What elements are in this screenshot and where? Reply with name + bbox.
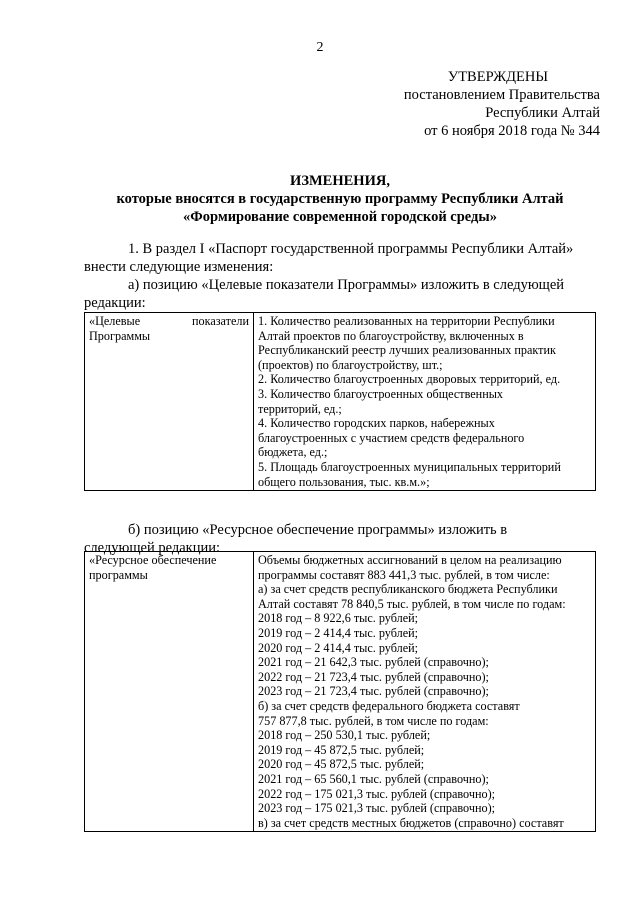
table1-line: Алтай проектов по благоустройству, включенных в — [258, 328, 524, 343]
table1-line: благоустроенных с участием средств федерального — [258, 430, 525, 445]
title-line-3: «Формирование современной городской среды» — [183, 209, 497, 225]
approval-line-1: УТВЕРЖДЕНЫ — [447, 69, 548, 85]
title-line-1: ИЗМЕНЕНИЯ, — [290, 173, 390, 189]
approval-line-3: Республики Алтай — [485, 105, 600, 121]
intro-line-2: внести следующие изменения: — [84, 259, 274, 275]
table2-line: Алтай составят 78 840,5 тыс. рублей, в том числе по годам: — [258, 596, 566, 611]
approval-stamp — [330, 68, 600, 140]
table1-line: 3. Количество благоустроенных общественных — [258, 386, 503, 401]
table2-line: 2023 год – 21 723,4 тыс. рублей (справочно); — [258, 684, 489, 699]
table1-label-word-1: «Целевые — [89, 314, 141, 328]
table2-line: а) за счет средств республиканского бюджета Республики — [258, 582, 558, 597]
table1-line: 5. Площадь благоустроенных муниципальных территорий — [258, 459, 561, 474]
table2-line: 2020 год – 2 414,4 тыс. рублей; — [258, 640, 419, 655]
table2-line: 2022 год – 175 021,3 тыс. рублей (справочно); — [258, 786, 496, 801]
table1-line: 1. Количество реализованных на территории Республики — [258, 314, 555, 328]
table2-content-cell — [254, 552, 596, 832]
table2-line: в) за счет средств местных бюджетов (справочно) составят — [258, 815, 564, 830]
table2-line: 2023 год – 175 021,3 тыс. рублей (справочно); — [258, 801, 496, 816]
table2-line: 2018 год – 8 922,6 тыс. рублей; — [258, 611, 419, 626]
table1-content-cell — [254, 313, 596, 491]
item-b-line-1: б) позицию «Ресурсное обеспечение программы» изложить в — [128, 522, 508, 538]
item-a-line-1: а) позицию «Целевые показатели Программы» изложить в следующей — [128, 277, 565, 293]
table2-line: 2019 год – 45 872,5 тыс. рублей; — [258, 742, 425, 757]
item-b-line-2: следующей редакции: — [84, 540, 221, 556]
table2-line: Объемы бюджетных ассигнований в целом на реализацию — [258, 553, 562, 567]
table1-line: Республиканский реестр лучших реализованных практик — [258, 343, 556, 358]
item-a-line-2: редакции: — [84, 295, 146, 311]
title-line-2: которые вносятся в государственную программу Республики Алтай — [116, 191, 564, 207]
intro-paragraph — [84, 240, 596, 276]
table1-line: 2. Количество благоустроенных дворовых территорий, ед. — [258, 372, 561, 387]
table2-label-line-2: программы — [89, 567, 148, 582]
table2-line: 2022 год – 21 723,4 тыс. рублей (справочно); — [258, 669, 489, 684]
intro-line-1: 1. В раздел I «Паспорт государственной программы Республики Алтай» — [128, 241, 574, 257]
page-number: 2 — [316, 40, 324, 55]
table2-label-cell — [85, 552, 254, 832]
table2-label-line-1: «Ресурсное обеспечение — [89, 553, 217, 567]
resource-provision-table — [84, 551, 596, 832]
table1-label-word-2: показатели — [191, 314, 249, 328]
table1-line: 4. Количество городских парков, набережных — [258, 416, 495, 431]
table2-line: 757 877,8 тыс. рублей, в том числе по годам: — [258, 713, 489, 728]
item-a-paragraph — [84, 276, 596, 312]
table2-line: 2021 год – 65 560,1 тыс. рублей (справочно); — [258, 771, 489, 786]
table1-line: территорий, ед.; — [258, 401, 342, 416]
approval-line-2: постановлением Правительства — [403, 87, 600, 103]
table2-line: программы составят 883 441,3 тыс. рублей, в том числе: — [258, 567, 550, 582]
table2-line: 2021 год – 21 642,3 тыс. рублей (справочно); — [258, 655, 489, 670]
document-title — [60, 172, 620, 226]
target-indicators-table — [84, 312, 596, 491]
table2-line: 2020 год – 45 872,5 тыс. рублей; — [258, 757, 425, 772]
table1-label-line-2: Программы — [89, 328, 151, 343]
table1-line: (проектов) по благоустройству, шт.; — [258, 357, 443, 372]
table2-line: 2019 год – 2 414,4 тыс. рублей; — [258, 625, 419, 640]
approval-line-4: от 6 ноября 2018 года № 344 — [424, 123, 600, 139]
table1-label-cell — [85, 313, 254, 491]
table1-line: общего пользования, тыс. кв.м.»; — [258, 474, 430, 489]
table1-line: бюджета, ед.; — [258, 445, 328, 460]
table2-line: б) за счет средств федерального бюджета составят — [258, 698, 520, 713]
table2-line: 2018 год – 250 530,1 тыс. рублей; — [258, 728, 431, 743]
